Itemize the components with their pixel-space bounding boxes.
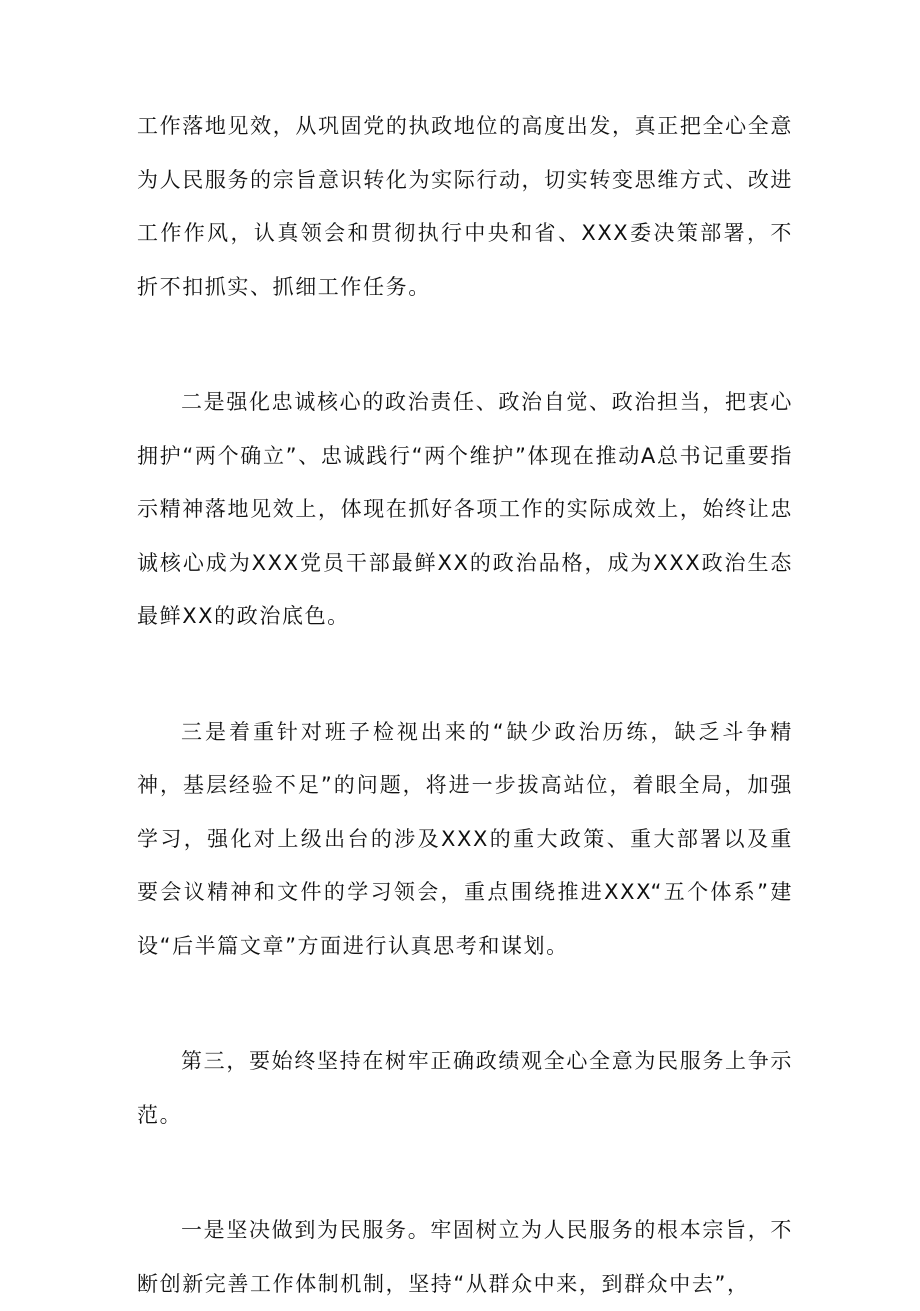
paragraph-point-one: 一是坚决做到为民服务。牢固树立为人民服务的根本宗旨，不断创新完善工作体制机制，坚持“从群众中来，到群众中去”， [137, 1218, 793, 1296]
paragraph-point-three: 三是着重针对班子检视出来的“缺少政治历练，缺乏斗争精神，基层经验不足”的问题，将进一步拔高站位，着眼全局，加强学习，强化对上级出台的涉及XXX的重大政策、重大部署以及重要会议精神和文件的学习领会，重点围绕推进XXX“五个体系”建设“后半篇文章”方面进行认真思考和谋划。 [137, 719, 793, 958]
paragraph-section-three: 第三，要始终坚持在树牢正确政绩观全心全意为民服务上争示范。 [137, 1049, 793, 1127]
paragraph-continuation: 工作落地见效，从巩固党的执政地位的高度出发，真正把全心全意为人民服务的宗旨意识转化为实际行动，切实转变思维方式、改进工作作风，认真领会和贯彻执行中央和省、XXX委决策部署，不折不扣抓实、抓细工作任务。 [137, 114, 793, 299]
paragraph-point-two: 二是强化忠诚核心的政治责任、政治自觉、政治担当，把衷心拥护“两个确立”、忠诚践行“两个维护”体现在推动A总书记重要指示精神落地见效上，体现在抓好各项工作的实际成效上，始终让忠诚核心成为XXX党员干部最鲜XX的政治品格，成为XXX政治生态最鲜XX的政治底色。 [137, 390, 793, 628]
document-body [137, 100, 793, 1311]
